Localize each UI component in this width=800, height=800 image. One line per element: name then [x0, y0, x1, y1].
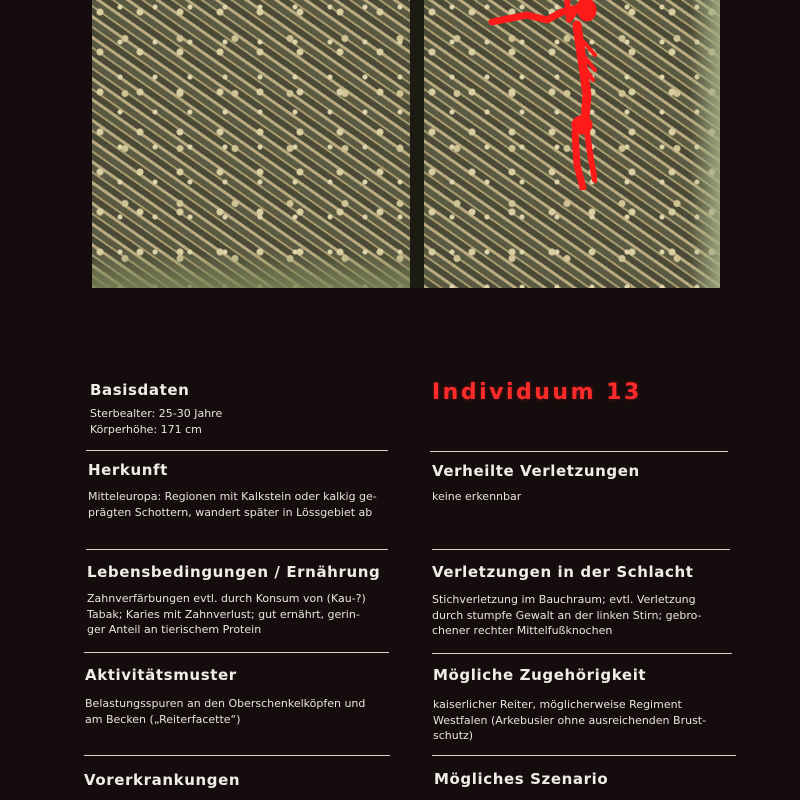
heading-herkunft: Herkunft — [88, 461, 168, 479]
heading-verheilte-verletzungen: Verheilte Verletzungen — [432, 462, 640, 480]
divider — [432, 755, 736, 756]
text-verheilte-verletzungen: keine erkennbar — [432, 490, 522, 503]
heading-verletzungen-schlacht: Verletzungen in der Schlacht — [432, 563, 694, 581]
heading-vorerkrankungen: Vorerkrankungen — [84, 771, 241, 789]
heading-moegliches-szenario: Mögliches Szenario — [434, 770, 609, 788]
heading-aktivitaetsmuster: Aktivitätsmuster — [85, 666, 237, 684]
photo-divider — [410, 0, 424, 288]
divider — [84, 652, 389, 653]
soil-edge — [92, 252, 410, 288]
divider — [86, 549, 388, 550]
individual-title: Individuum 13 — [432, 380, 642, 405]
text-verletzungen-schlacht: Stichverletzung im Bauchraum; evtl. Verletzung durch stumpfe Gewalt an der linken Stirn; gebro- chener rechter Mittelfußknochen — [432, 593, 702, 637]
text-lebensbedingungen: Zahnverfärbungen evtl. durch Konsum von (Kau-?) Tabak; Karies mit Zahnverlust; gut ernährt, gerin- ger Anteil an tierischem Protein — [87, 592, 366, 636]
divider — [430, 451, 728, 452]
text-basisdaten: Sterbealter: 25-30 Jahre Körperhöhe: 171 cm — [90, 407, 223, 436]
highlighted-skeleton-icon — [487, 0, 597, 190]
divider — [432, 653, 732, 654]
heading-lebensbedingungen: Lebensbedingungen / Ernährung — [87, 563, 381, 581]
mass-grave-photo-left — [92, 0, 410, 288]
heading-moegliche-zugehoerigkeit: Mögliche Zugehörigkeit — [433, 666, 647, 684]
heading-basisdaten: Basisdaten — [90, 381, 190, 399]
text-herkunft: Mitteleuropa: Regionen mit Kalkstein oder kalkig ge- prägten Schottern, wandert später in Lössgebiet ab — [88, 490, 377, 519]
mass-grave-photo — [92, 0, 720, 288]
soil-edge-right — [690, 0, 720, 288]
divider — [86, 450, 388, 451]
text-moegliche-zugehoerigkeit: kaiserlicher Reiter, möglicherweise Regiment Westfalen (Arkebusier ohne ausreichenden Brust- schutz) — [433, 698, 707, 742]
text-aktivitaetsmuster: Belastungsspuren an den Oberschenkelköpfen und am Becken („Reiterfacette“) — [85, 697, 366, 726]
divider — [84, 755, 390, 756]
divider — [432, 549, 730, 550]
